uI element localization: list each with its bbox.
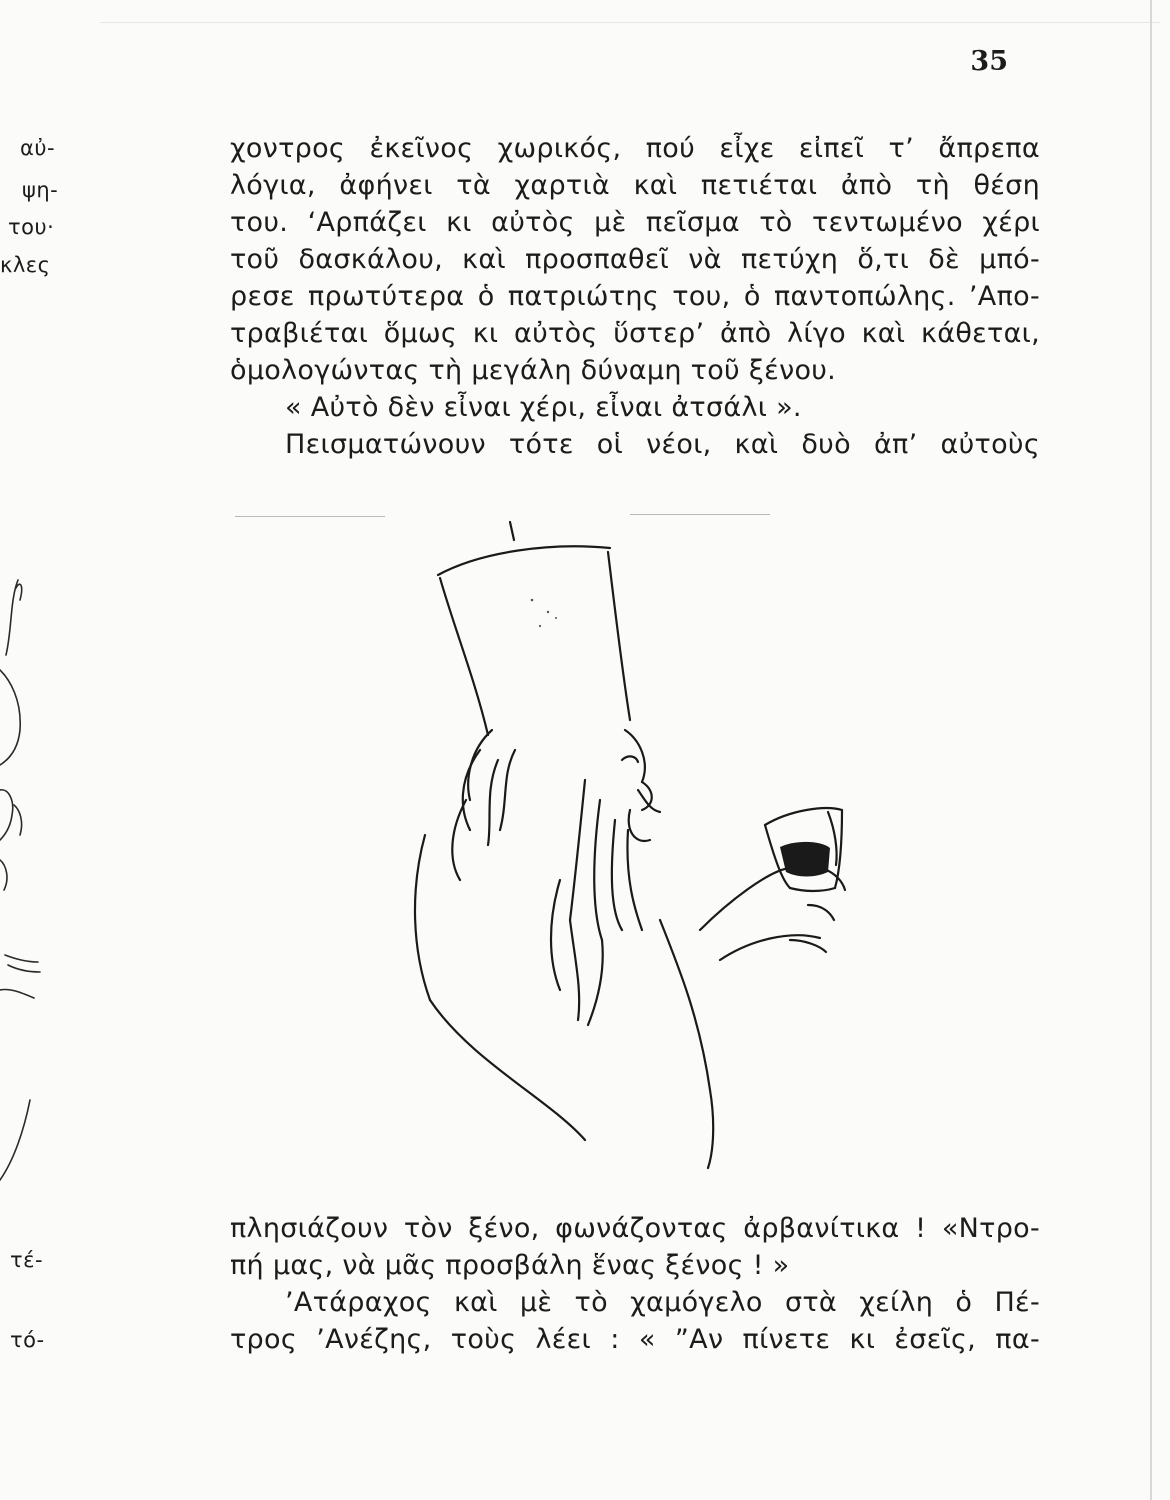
margin-fragment: ψη- <box>22 178 59 202</box>
body-text-bottom <box>230 1210 1040 1358</box>
facing-page-fragment <box>0 0 75 1500</box>
margin-fragment: τό- <box>10 1328 45 1352</box>
margin-fragment: αὐ- <box>20 136 56 160</box>
text-line: τρος ’Ανέζης, τοὺς λέει : « ”Αν πίνετε κι ἐσεῖς, πα- <box>230 1324 1040 1355</box>
text-line: ’Ατάραχος καὶ μὲ τὸ χαμόγελο στὰ χείλη ὁ Πέ- <box>285 1287 1040 1318</box>
page-top-rule <box>100 22 1160 23</box>
text-line: πή μας, νὰ μᾶς προσβάλη ἕνας ξένος ! » <box>230 1250 790 1281</box>
page-number: 35 <box>970 46 1008 77</box>
facing-page-drawing <box>0 560 75 1240</box>
text-line: ρεσε πρωτύτερα ὁ πατριώτης του, ὁ παντοπώλης. ’Απο- <box>230 281 1040 312</box>
text-line: ὁμολογώντας τὴ μεγάλη δύναμη τοῦ ξένου. <box>230 355 837 386</box>
text-line: λόγια, ἀφήνει τὰ χαρτιὰ καὶ πετιέται ἀπὸ τὴ θέση <box>230 170 1040 201</box>
text-line: τοῦ δασκάλου, καὶ προσπαθεῖ νὰ πετύχη ὅ,τι δὲ μπό- <box>230 244 1040 275</box>
priest-illustration <box>230 500 1040 1170</box>
body-text-top <box>230 130 1040 463</box>
margin-fragment: του· <box>8 215 55 239</box>
text-line: τραβιέται ὅμως κι αὐτὸς ὕστερ’ ἀπὸ λίγο καὶ κάθεται, <box>230 318 1040 349</box>
margin-fragment: τέ- <box>10 1248 44 1272</box>
text-line: του. ‘Αρπάζει κι αὐτὸς μὲ πεῖσμα τὸ τεντωμένο χέρι <box>230 207 1040 238</box>
text-line: χοντρος ἐκεῖνος χωρικός, πού εἶχε εἰπεῖ τ’ ἄπρεπα <box>230 133 1040 164</box>
wine-fill <box>780 842 830 877</box>
text-line: πλησιάζουν τὸν ξένο, φωνάζοντας ἀρβανίτικα ! «Ντρο- <box>230 1213 1040 1244</box>
text-line: Πεισματώνουν τότε οἱ νέοι, καὶ δυὸ ἀπ’ αὐτοὺς <box>285 429 1040 460</box>
margin-fragment: κλες <box>0 253 51 277</box>
text-line: « Αὐτὸ δὲν εἶναι χέρι, εἶναι ἀτσάλι ». <box>285 392 802 423</box>
binding-edge <box>1150 0 1152 1500</box>
